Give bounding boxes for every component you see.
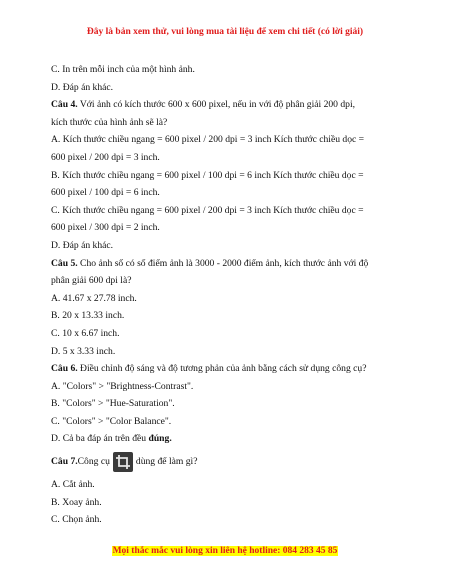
- prev-option-d: D. Đáp án khác.: [51, 81, 114, 93]
- question-4-option-b: B. Kích thước chiều ngang = 600 pixel / 100 dpi = 6 inch Kích thước chiều dọc =: [51, 169, 364, 181]
- question-6-option-b: B. "Colors" > "Hue-Saturation".: [51, 398, 175, 410]
- question-7-label: Câu 7.: [51, 456, 78, 468]
- question-4-option-d: D. Đáp án khác.: [51, 239, 114, 251]
- question-4-option-b-cont: 600 pixel / 100 dpi = 6 inch.: [51, 187, 160, 199]
- question-4-text: Với ảnh có kích thước 600 x 600 pixel, nếu in với độ phân giải 200 dpi,: [77, 99, 356, 111]
- question-7-text: Công cụ: [77, 456, 110, 468]
- footer-notice-text: Mọi thắc mắc vui lòng xin liên hệ hotline: 084 283 45 85: [112, 546, 338, 556]
- question-7-option-a: A. Cắt ảnh.: [51, 479, 95, 491]
- question-4-option-c-cont: 600 pixel / 300 dpi = 2 inch.: [51, 222, 160, 234]
- question-7-text-after: dùng để làm gì?: [135, 456, 198, 468]
- document-body: [51, 61, 401, 529]
- question-7-stem: [51, 448, 401, 476]
- question-4-stem-cont: kích thước của hình ảnh sẽ là?: [51, 116, 168, 128]
- question-6-stem: [51, 360, 401, 378]
- question-5-option-a: A. 41.67 x 27.78 inch.: [51, 292, 137, 304]
- question-4-option-a-cont: 600 pixel / 200 dpi = 3 inch.: [51, 151, 160, 163]
- question-4-option-c: C. Kích thước chiều ngang = 600 pixel / 200 dpi = 3 inch Kích thước chiều dọc =: [51, 204, 364, 216]
- question-4-stem: [51, 96, 401, 114]
- question-5-stem-cont: phân giải 600 dpi là?: [51, 275, 132, 287]
- question-6-option-a: A. "Colors" > "Brightness-Contrast".: [51, 380, 194, 392]
- question-5-label: Câu 5.: [51, 257, 78, 269]
- question-5-stem: [51, 255, 401, 273]
- question-6-option-d-text: D. Cả ba đáp án trên đều: [51, 433, 149, 445]
- crop-icon: [113, 452, 133, 472]
- question-5-option-b: B. 20 x 13.33 inch.: [51, 310, 125, 322]
- question-4-option-a: A. Kích thước chiều ngang = 600 pixel / 200 dpi = 3 inch Kích thước chiều dọc =: [51, 134, 365, 146]
- question-6-option-d: [51, 430, 401, 448]
- question-6-option-d-emphasis: đúng.: [148, 433, 172, 445]
- question-7-option-c: C. Chọn ảnh.: [51, 514, 102, 526]
- question-7-option-b: B. Xoay ảnh.: [51, 496, 102, 508]
- question-5-option-c: C. 10 x 6.67 inch.: [51, 327, 120, 339]
- question-6-label: Câu 6.: [51, 363, 78, 375]
- header-notice: Đây là bản xem thử, vui lòng mua tài liệu để xem chi tiết (có lời giải): [86, 27, 364, 37]
- question-5-text: Cho ảnh số có số điểm ảnh là 3000 - 2000 điểm ảnh, kích thước ảnh với độ: [77, 257, 369, 269]
- footer-notice: [0, 546, 450, 556]
- question-5-option-d: D. 5 x 3.33 inch.: [51, 345, 116, 357]
- question-6-text: Điều chỉnh độ sáng và độ tương phản của ảnh bằng cách sử dụng công cụ?: [77, 363, 367, 375]
- prev-option-c: C. In trên mỗi inch của một hình ảnh.: [51, 64, 195, 75]
- question-6-option-c: C. "Colors" > "Color Balance".: [51, 415, 172, 427]
- question-4-label: Câu 4.: [51, 99, 78, 111]
